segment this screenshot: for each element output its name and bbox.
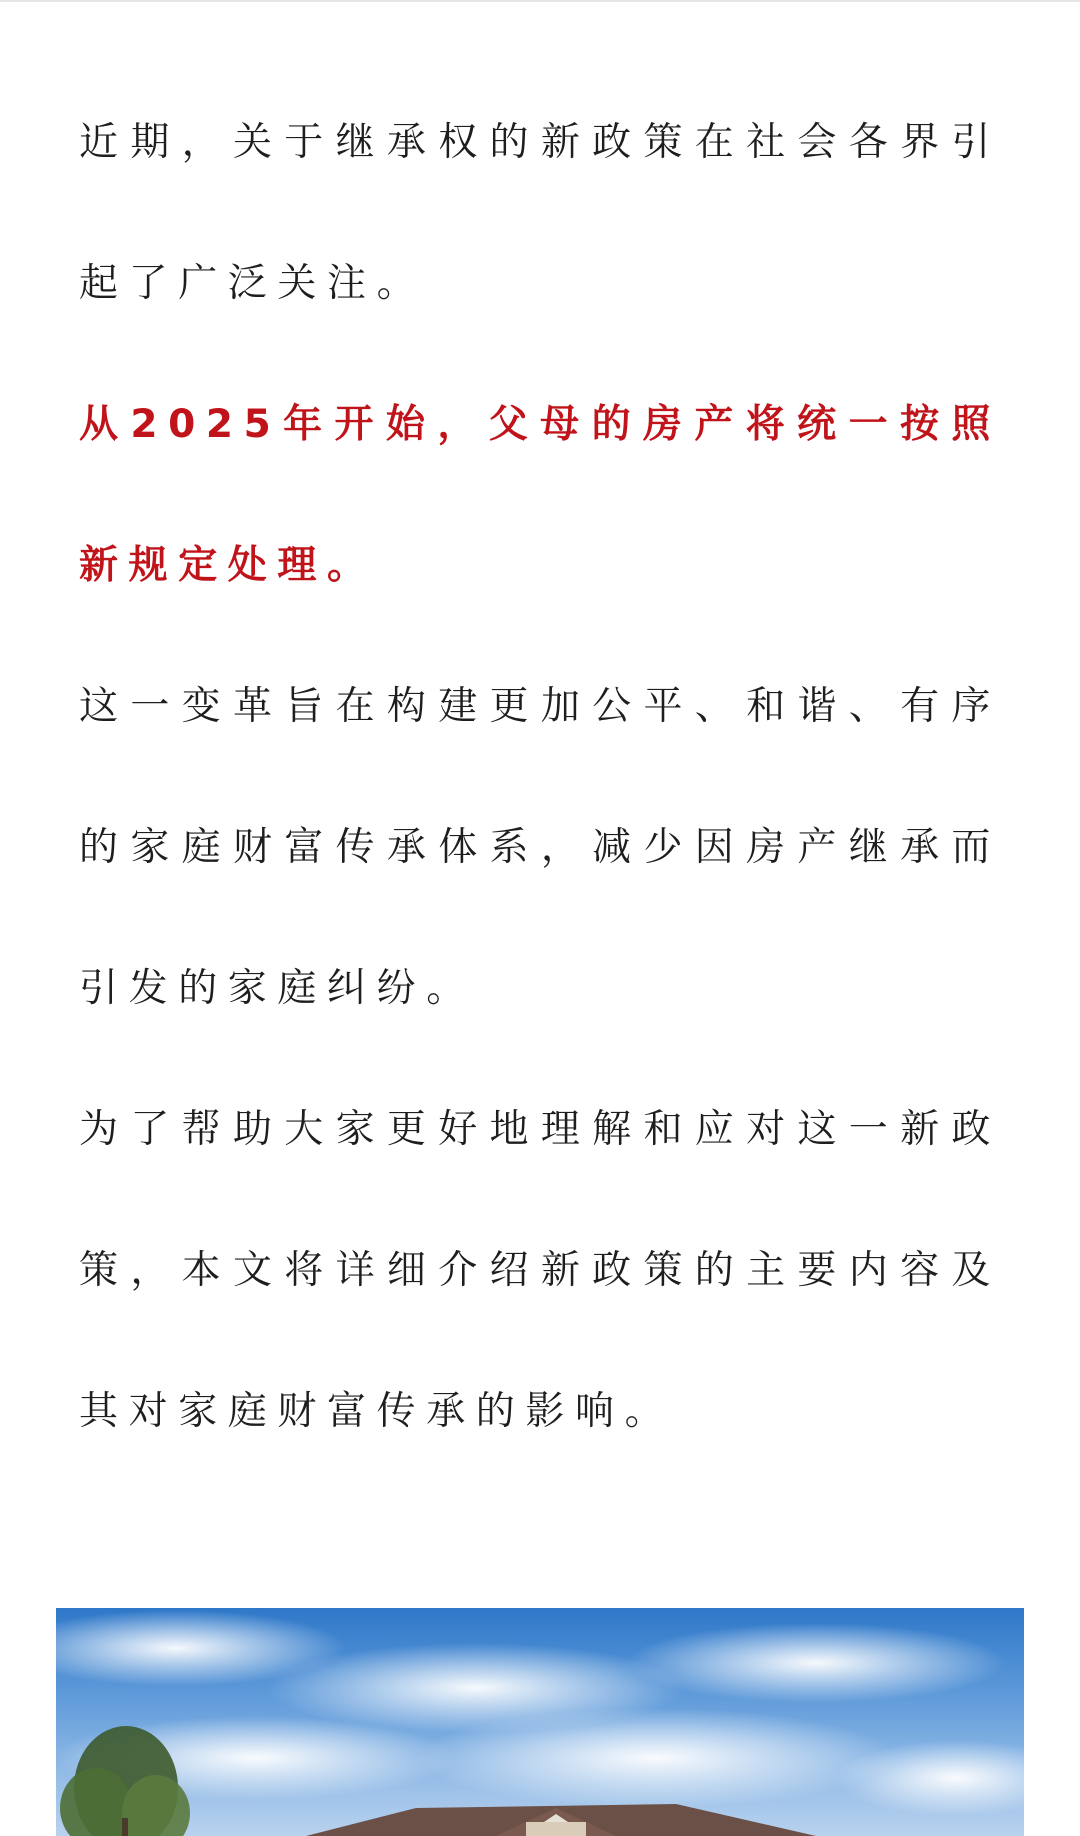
article-body — [79, 72, 1001, 1482]
overview-paragraph: 为了帮助大家更好地理解和应对这一新政策，本文将详细介绍新政策的主要内容及其对家庭财富传承的影响。 — [79, 1107, 1001, 1434]
house-photo[interactable] — [56, 1608, 1024, 1836]
cloud — [626, 1623, 1006, 1703]
house-sky-illustration — [56, 1608, 1024, 1836]
house-roof — [306, 1804, 816, 1836]
highlight-paragraph: 从2025年开始，父母的房产将统一按照新规定处理。 — [79, 402, 1001, 588]
intro-paragraph: 近期，关于继承权的新政策在社会各界引起了广泛关注。 — [79, 120, 1001, 306]
top-divider — [0, 0, 1080, 2]
cloud — [416, 1708, 896, 1808]
purpose-paragraph: 这一变革旨在构建更加公平、和谐、有序的家庭财富传承体系，减少因房产继承而引发的家庭纠纷。 — [79, 684, 1001, 1011]
